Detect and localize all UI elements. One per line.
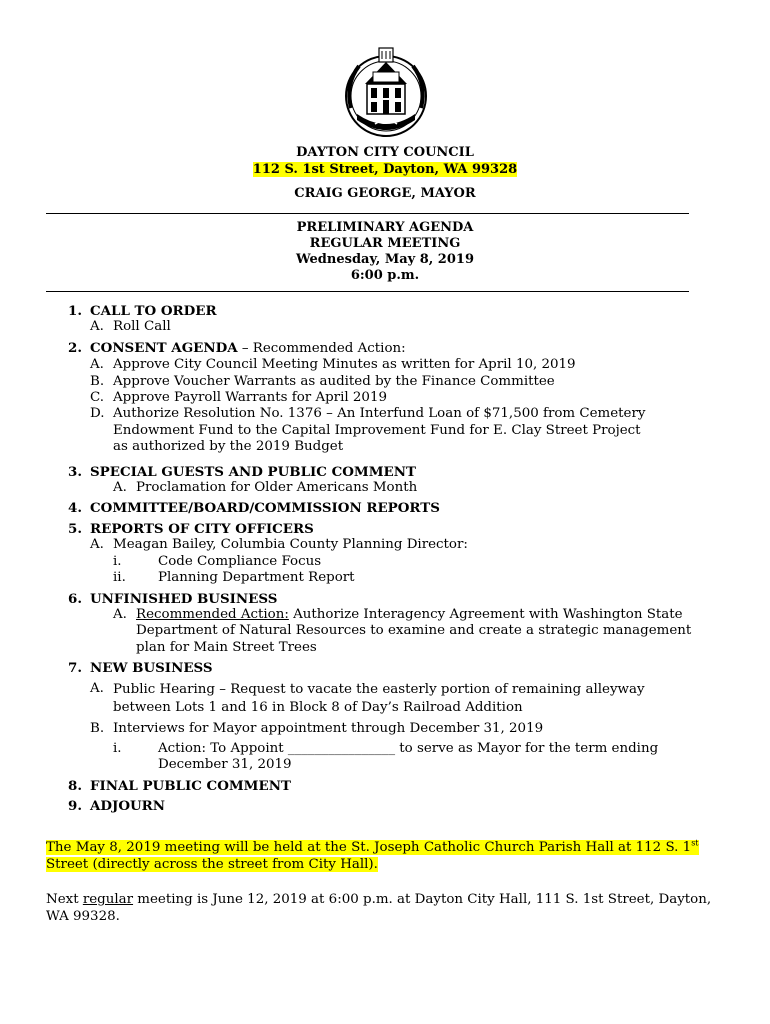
- agenda-item: [68, 591, 728, 657]
- item-title: CALL TO ORDER: [90, 303, 217, 319]
- item-title: ADJOURN: [90, 798, 166, 815]
- roman-text: Planning Department Report: [158, 570, 355, 586]
- item-title: FINAL PUBLIC COMMENT: [90, 777, 291, 794]
- next-meeting-underlined: regular: [82, 892, 134, 907]
- sub-letter: A.: [90, 537, 104, 553]
- sub-letter: A.: [90, 680, 104, 696]
- sub-text: Approve Payroll Warrants for April 2019: [113, 390, 387, 406]
- item-title: CONSENT AGENDA: [90, 339, 238, 356]
- agenda-item: [68, 521, 728, 587]
- roman-text: Action: To Appoint ________________ to serve as Mayor for the term ending December 31, 2019: [158, 740, 659, 773]
- next-meeting-note: [46, 891, 736, 925]
- item-number: 6.: [68, 590, 82, 607]
- agenda-item: [68, 660, 728, 774]
- sub-text: Roll Call: [113, 319, 171, 335]
- item-title: REPORTS OF CITY OFFICERS: [90, 520, 314, 537]
- venue-notice: [46, 839, 736, 873]
- sub-text: Interviews for Mayor appointment through December 31, 2019: [113, 720, 544, 736]
- sub-letter: C.: [90, 390, 105, 406]
- sub-text: Meagan Bailey, Columbia County Planning Director:: [113, 537, 468, 553]
- item-number: 2.: [68, 339, 82, 356]
- sub-text: Authorize Resolution No. 1376 – An Interfund Loan of $71,500 from Cemetery Endowment Fund to the Capital Improvement Fund for E. Clay Street Project as authorized by the 2019 Budget: [113, 406, 646, 455]
- roman-numeral: ii.: [113, 570, 126, 586]
- sub-letter: D.: [90, 406, 105, 422]
- address-highlight: 112 S. 1st Street, Dayton, WA 99328: [252, 162, 518, 177]
- roman-text: Code Compliance Focus: [158, 553, 322, 569]
- item-number: 3.: [68, 463, 82, 480]
- sub-letter: A.: [90, 319, 104, 335]
- roman-numeral: i.: [113, 553, 122, 569]
- item-number: 5.: [68, 520, 82, 537]
- sub-letter: A.: [113, 606, 127, 622]
- item-title: SPECIAL GUESTS AND PUBLIC COMMENT: [90, 463, 416, 480]
- meeting-time: 6:00 p.m.: [350, 268, 420, 283]
- item-number: 4.: [68, 500, 82, 517]
- bottom-divider: [46, 291, 689, 292]
- agenda-item: [68, 464, 728, 497]
- council-name: DAYTON CITY COUNCIL: [296, 145, 474, 160]
- notice-text-before: The May 8, 2019 meeting will be held at the St. Joseph Catholic Church Parish Hall at 112 S. 1: [46, 840, 692, 855]
- notice-superscript: st: [691, 838, 699, 848]
- agenda-item: [68, 340, 728, 456]
- item-title: COMMITTEE/BOARD/COMMISSION REPORTS: [90, 500, 440, 517]
- sub-letter: B.: [90, 373, 105, 389]
- doc-title: PRELIMINARY AGENDA: [296, 220, 474, 235]
- sub-text: Approve City Council Meeting Minutes as written for April 10, 2019: [113, 357, 576, 373]
- recommended-action-label: Recommended Action:: [136, 606, 289, 622]
- sub-text: Proclamation for Older Americans Month: [136, 480, 418, 496]
- item-title: NEW BUSINESS: [90, 660, 213, 677]
- meeting-date: Wednesday, May 8, 2019: [296, 252, 474, 267]
- mayor-name: CRAIG GEORGE, MAYOR: [294, 186, 476, 201]
- item-number: 1.: [68, 303, 82, 319]
- sub-text: Authorize Interagency Agreement with Washington State Department of Natural Resources to examine and create a strategic management plan for Main Street Trees: [136, 606, 692, 655]
- agenda-item: [68, 303, 728, 336]
- agenda-item: [68, 778, 728, 794]
- roman-numeral: i.: [113, 740, 122, 756]
- agenda-item: [68, 798, 728, 814]
- agenda-item: [68, 500, 728, 516]
- top-divider: [46, 213, 689, 214]
- meeting-type: REGULAR MEETING: [309, 236, 461, 251]
- city-hall-logo: [337, 44, 435, 140]
- sub-letter: A.: [113, 480, 127, 496]
- item-number: 8.: [68, 777, 82, 794]
- item-suffix: – Recommended Action:: [237, 340, 406, 356]
- sub-text: Approve Voucher Warrants as audited by the Finance Committee: [113, 373, 555, 389]
- item-title: UNFINISHED BUSINESS: [90, 590, 278, 607]
- sub-letter: B.: [90, 720, 105, 736]
- item-number: 9.: [68, 798, 82, 815]
- next-meeting-after: meeting is June 12, 2019 at 6:00 p.m. at Dayton City Hall, 111 S. 1st Street, Dayton, WA 99328.: [46, 892, 712, 924]
- sub-text: Public Hearing – Request to vacate the easterly portion of remaining alleyway between Lots 1 and 16 in Block 8 of Day’s Railroad Addition: [113, 681, 645, 715]
- sub-letter: A.: [90, 357, 104, 373]
- next-meeting-before: Next: [46, 892, 83, 907]
- agenda-list: [68, 303, 728, 815]
- notice-text-after: Street (directly across the street from City Hall).: [46, 857, 378, 872]
- item-number: 7.: [68, 660, 82, 677]
- council-address: [80, 162, 690, 178]
